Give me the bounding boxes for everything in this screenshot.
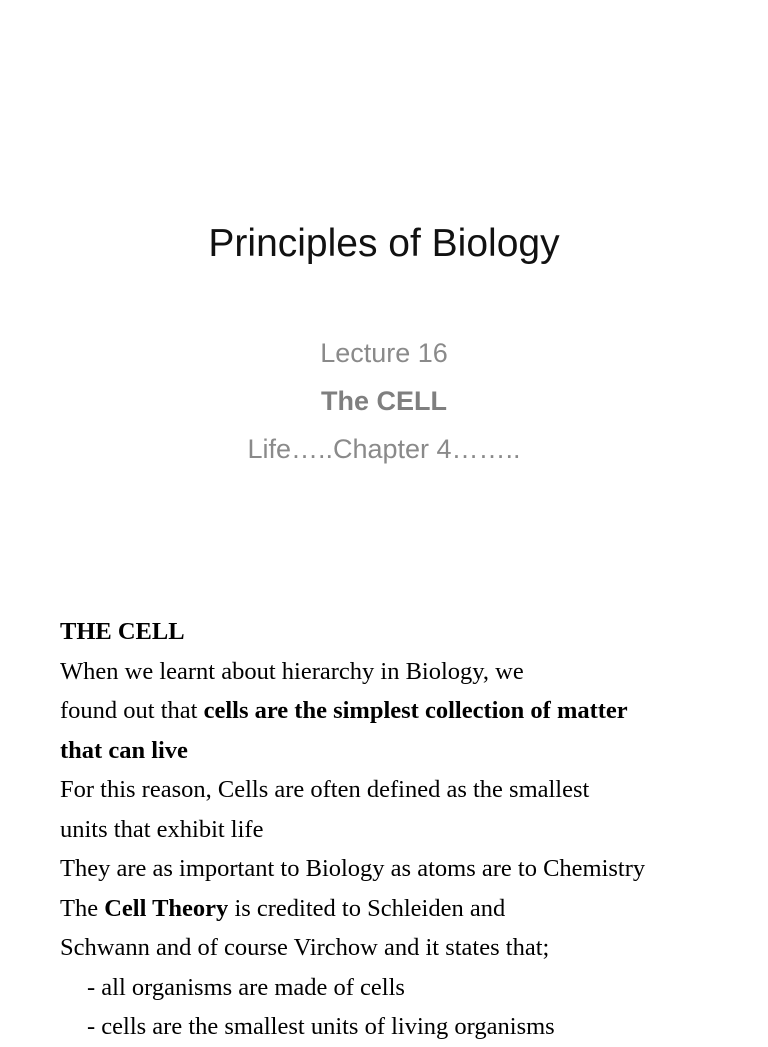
text-line: When we learnt about hierarchy in Biology, we (60, 657, 524, 685)
section-heading: THE CELL (60, 618, 185, 645)
lecture-topic: The CELL (321, 386, 447, 416)
text-line: units that exhibit life (60, 815, 264, 843)
content-body (60, 612, 760, 1047)
slide-title: Principles of Biology (208, 222, 560, 265)
text-line: found out that cells are the simplest collection of matter (60, 697, 628, 724)
text-line: The Cell Theory is credited to Schleiden and (60, 894, 506, 922)
bullet-item: - all organisms are made of cells (87, 973, 405, 1001)
text-line: that can live (60, 736, 188, 764)
chapter-reference: Life…..Chapter 4…….. (247, 434, 521, 464)
lecture-number: Lecture 16 (320, 338, 448, 368)
text-line: For this reason, Cells are often defined as the smallest (60, 776, 590, 803)
bullet-item: - cells are the smallest units of living organisms (87, 1013, 555, 1040)
text-line: Schwann and of course Virchow and it states that; (60, 934, 550, 961)
text-line: They are as important to Biology as atoms are to Chemistry (60, 855, 646, 882)
